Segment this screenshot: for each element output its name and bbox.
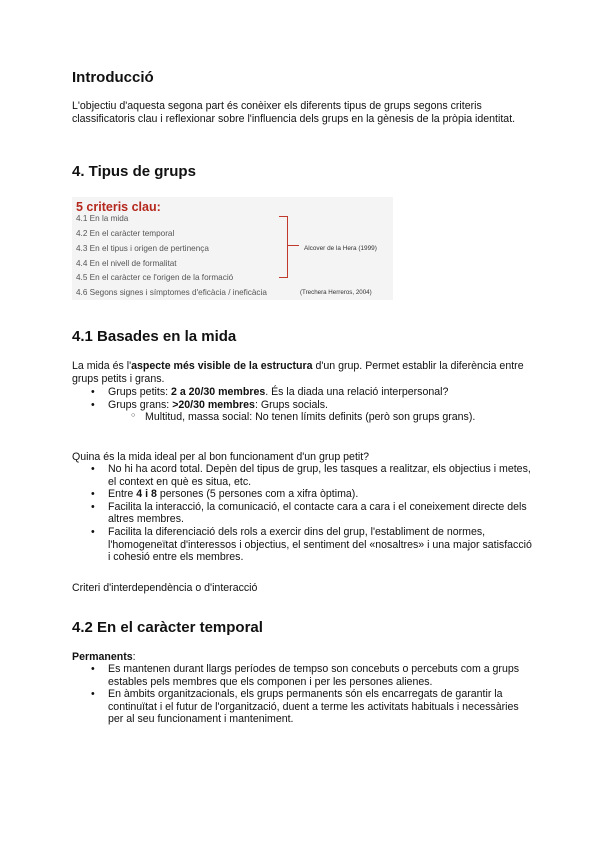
permanents-list — [72, 663, 534, 726]
criteria-bracket — [279, 216, 288, 278]
text-bold: Permanents — [72, 651, 133, 663]
list-item — [72, 386, 534, 399]
text-span: : Grups socials. — [254, 398, 328, 411]
mida-paragraph — [72, 360, 534, 385]
criteri-paragraph: Criteri d'interdependència o d'interacció — [72, 582, 258, 594]
list-item: ○ Multitud, massa social: No tenen límits definits (però son grups grans). — [108, 411, 534, 424]
criteria-item: 4.5 En el caràcter ce l'origen de la formació — [76, 273, 234, 282]
criteria-item: 4.6 Segons signes i símptomes d'eficàcia / ineficàcia — [76, 288, 267, 297]
ideal-size-list — [72, 463, 534, 564]
section42-heading: 4.2 En el caràcter temporal — [72, 619, 263, 636]
list-item: • Facilita la interacció, la comunicació, el contacte cara a cara i el coneixement directe dels altres membres. — [72, 501, 534, 526]
list-item: • Es mantenen durant llargs períodes de tempso son concebuts o percebuts com a grups estables pels membres que els componen i per les persones alienes. — [72, 663, 534, 688]
criteria-item: 4.4 En el nivell de formalitat — [76, 259, 177, 268]
text-span: Entre — [108, 488, 137, 501]
text-span: Grups petits: — [108, 386, 171, 398]
criteria-reference: Alcover de la Hera (1999) — [304, 245, 377, 252]
group-size-list — [72, 386, 534, 424]
list-item: • No hi ha acord total. Depèn del tipus de grup, les tasques a realitzar, els objectius i metes, el context en què es situa, etc. — [72, 463, 534, 488]
text-bold: aspecte més visible de la estructura — [131, 360, 313, 372]
criteria-item: 4.3 En el tipus i origen de pertinença — [76, 244, 209, 253]
sub-list — [108, 411, 534, 424]
list-item: • Facilita la diferenciació dels rols a exercir dins del grup, l'establiment de normes, l'homogeneïtat d'interessos i objectius, el sentiment del «nosaltres» i una major satisfacció i cohesió entre els membres. — [72, 526, 534, 564]
text-bold: >20/30 membres — [172, 398, 255, 411]
question-paragraph: Quina és la mida ideal per al bon funcionament d'un grup petit? — [72, 451, 370, 463]
criteria-item: 4.1 En la mida — [76, 214, 129, 223]
criteria-reference-last: (Trechera Herreros, 2004) — [300, 289, 372, 296]
section41-heading: 4.1 Basades en la mida — [72, 328, 237, 345]
section4-heading: 4. Tipus de grups — [72, 163, 196, 180]
text-bold: 4 i 8 — [136, 488, 157, 501]
list-item: • En àmbits organitzacionals, els grups permanents són els encarregats de garantir la continuïtat i el futur de l'organització, duent a terme les activitats habituals i necessàries per al seu funcionament i manteniment. — [72, 688, 534, 726]
intro-heading: Introducció — [72, 69, 154, 86]
text-bold: 2 a 20/30 membres — [171, 386, 266, 398]
text-span: La mida és l' — [72, 360, 132, 372]
criteria-bracket-tick — [287, 245, 299, 246]
intro-paragraph: L'objectiu d'aquesta segona part és conèixer els diferents tipus de grups segons criteris classificatoris clau i reflexionar sobre l'influencia dels grups en la gènesis de la pròpia identitat. — [72, 100, 516, 125]
text-span: . És la diada una relació interpersonal? — [265, 386, 449, 398]
text-span: Grups grans: — [108, 398, 173, 411]
list-item — [72, 399, 534, 424]
text-span: persones (5 persones com a xifra òptima). — [156, 488, 359, 501]
permanents-label — [72, 651, 534, 664]
list-item — [72, 488, 534, 501]
criteria-title: 5 criteris clau: — [76, 200, 161, 214]
criteria-figure — [72, 197, 393, 300]
criteria-item: 4.2 En el caràcter temporal — [76, 229, 175, 238]
text-span: d'un grup. Permet establir la diferència entre grups petits i grans. — [72, 360, 524, 385]
text-span: : — [132, 651, 136, 663]
